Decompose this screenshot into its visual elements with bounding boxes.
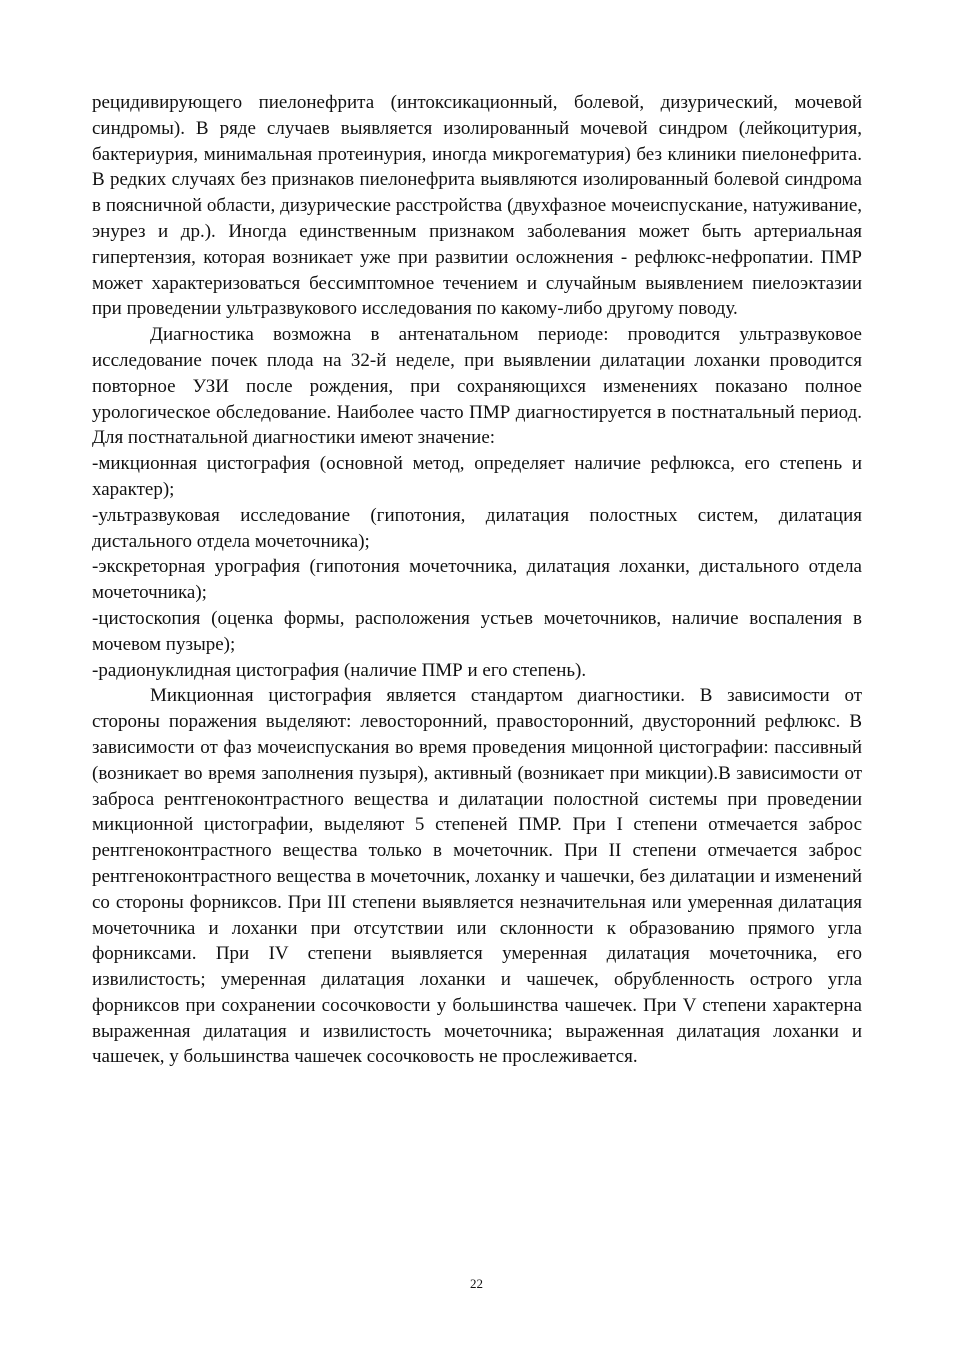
paragraph-continuation: рецидивирующего пиелонефрита (интоксикационный, болевой, дизурический, мочевой синдромы). В ряде случаев выявляется изолированный мочевой синдром (лейкоцитурия, бактериурия, минимальная протеинурия, иногда микрогематурия) без клиники пиелонефрита. В редких случаях без признаков пиелонефрита выявляются изолированный болевой синдрома в поясничной области, дизурические расстройства (двухфазное мочеиспускание, натуживание, энурез и др.). Иногда единственным признаком заболевания может быть артериальная гипертензия, которая возникает уже при развитии осложнения - рефлюкс-нефропатии. ПМР может характеризоваться бессимптомное течением и случайным выявлением пиелоэктазии при проведении ультразвукового исследования по какому-либо другому поводу. [92,92,862,320]
paragraph-cystography: Микционная цистография является стандартом диагностики. В зависимости от стороны поражения выделяют: левосторонний, правосторонний, двусторонний рефлюкс. В зависимости от фаз мочеиспускания во время проведения мицонной цистографии: пассивный (возникает во время заполнения пузыря), активный (возникает при микции).В зависимости от заброса рентгеноконтрастного вещества и дилатации полостной системы при проведении микционной цистографии, выделяют 5 степеней ПМР. При I степени отмечается заброс рентгеноконтрастного вещества только в мочеточник. При II степени отмечается заброс рентгеноконтрастного вещества в мочеточник, лоханку и чашечки, без дилатации и изменений со стороны форниксов. При III степени выявляется незначительная или умеренная дилатация мочеточника и лоханки при отсутствии или склонности к образованию прямого угла форниксами. При IV степени выявляется умеренная дилатация мочеточника, его извилистость; умеренная дилатация лоханки и чашечек, обрубленность острого угла форниксов при сохранении сосочковости у большинства чашечек. При V степени характерна выраженная дилатация и извилистость мочеточника; выраженная дилатация лоханки и чашечек, у большинства чашечек сосочковость не прослеживается. [92,685,862,1068]
page-number: 22 [470,1276,483,1291]
list-item: -микционная цистография (основной метод, определяет наличие рефлюкса, его степень и характер); [92,453,862,500]
list-item: -экскреторная урография (гипотония мочеточника, дилатация лоханки, дистального отдела мочеточника); [92,556,862,604]
document-body [92,90,862,1070]
diagnostic-methods-list [92,451,862,683]
paragraph-diagnostics: Диагностика возможна в антенатальном периоде: проводится ультразвуковое исследование почек плода на 32-й неделе, при выявлении дилатации лоханки проводится повторное УЗИ после рождения, при сохраняющихся изменениях показано полное урологическое обследование. Наиболее часто ПМР диагностируется в постнатальный период. Для постнатальной диагностики имеют значение: [92,324,862,449]
list-item: -цистоскопия (оценка формы, расположения устьев мочеточников, наличие воспаления в мочевом пузыре); [92,607,862,655]
list-item: -ультразвуковая исследование (гипотония, дилатация полостных систем, дилатация дистального отдела мочеточника); [92,504,862,552]
list-item: -радионуклидная цистография (наличие ПМР и его степень). [92,659,587,681]
